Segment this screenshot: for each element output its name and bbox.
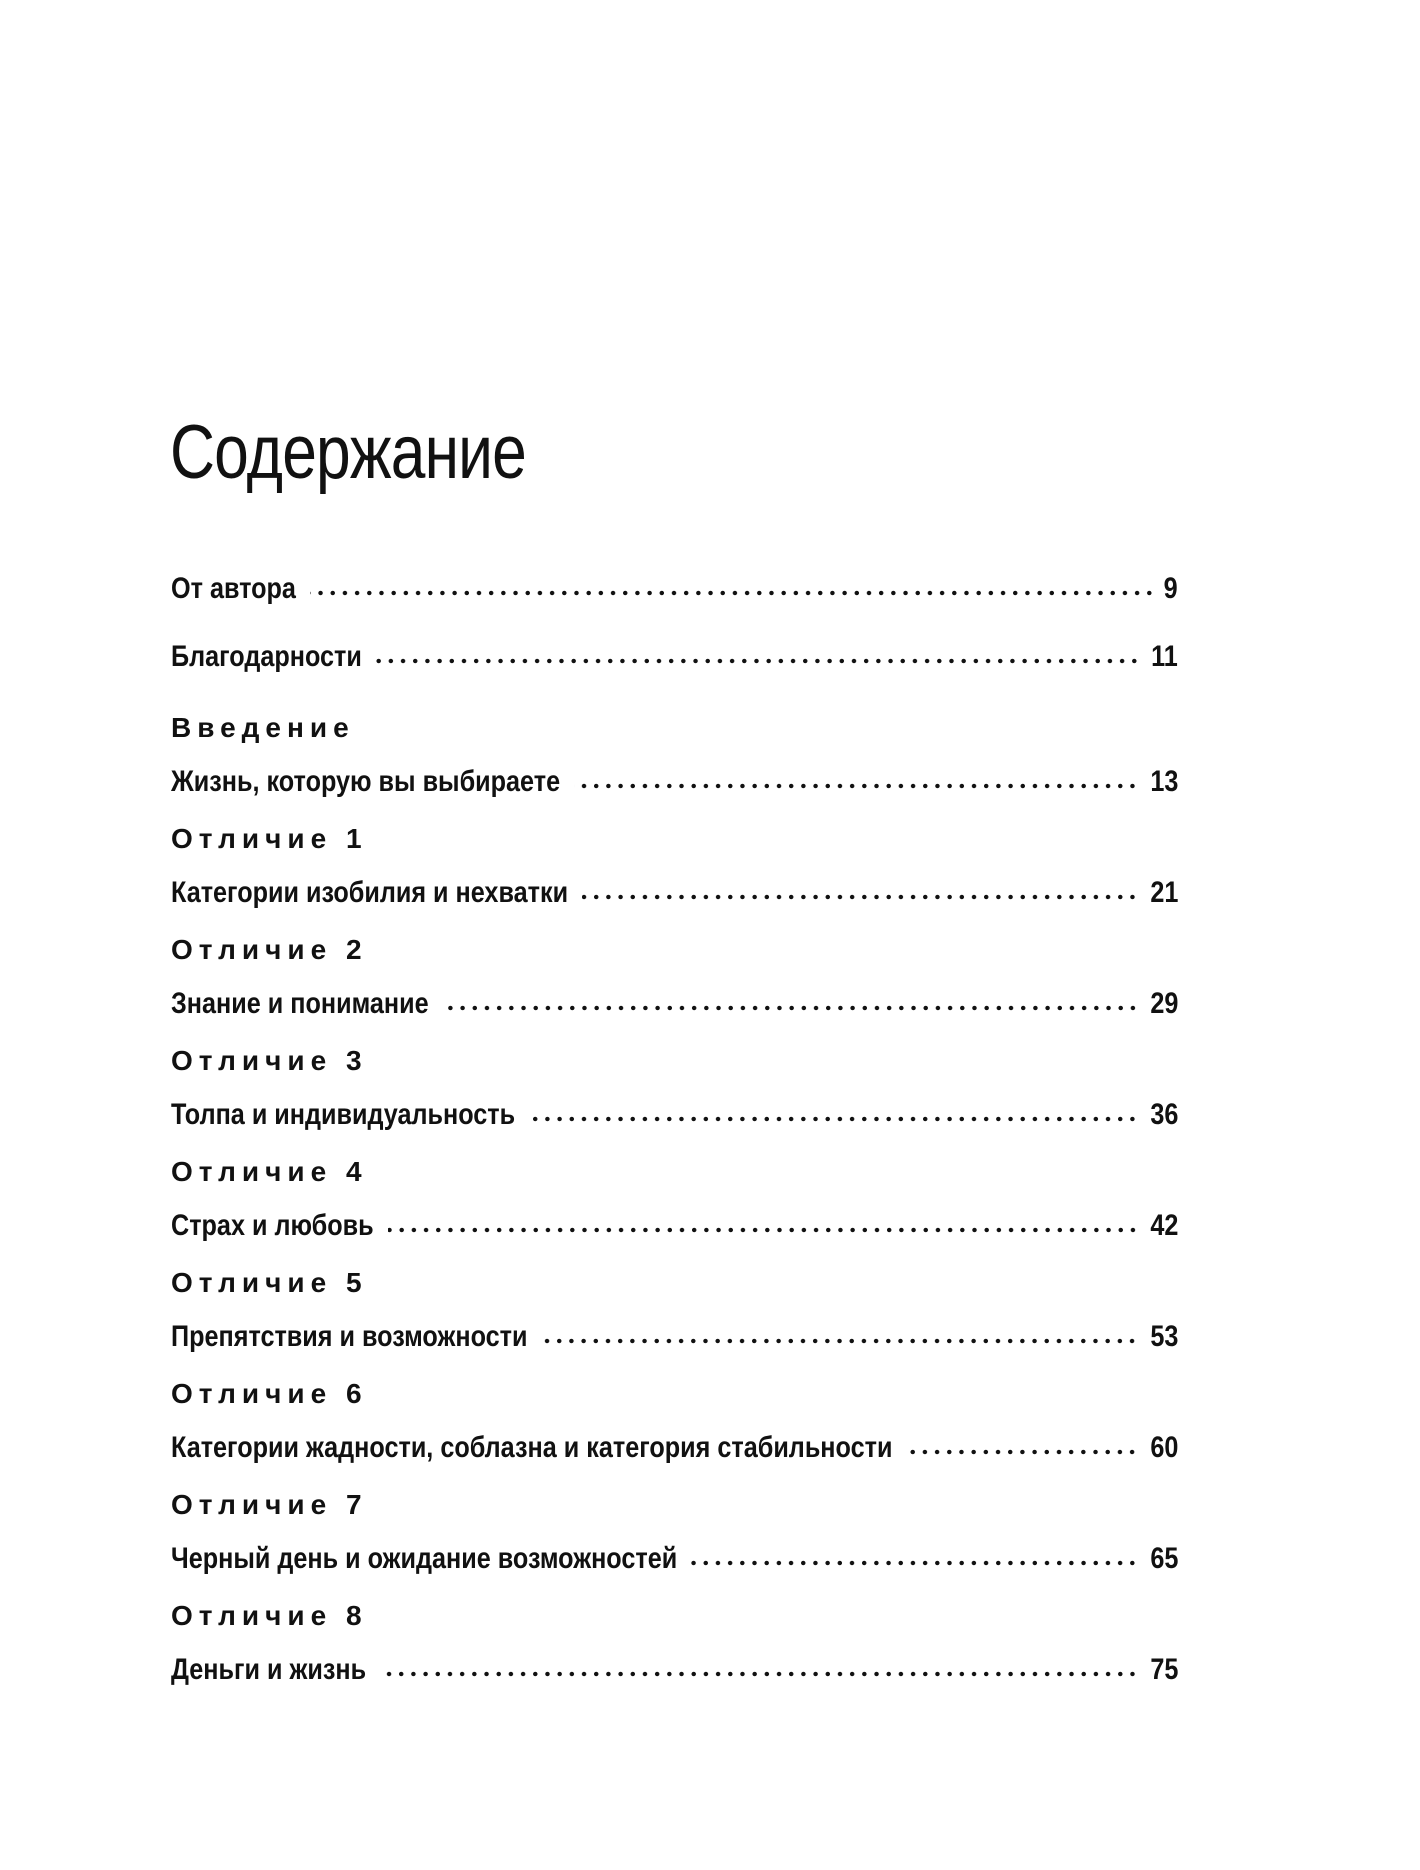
toc-entry-title: Категории изобилия и нехватки bbox=[171, 876, 569, 909]
chapter-label: Отличие 4 bbox=[171, 1156, 368, 1187]
dot-leader bbox=[691, 1530, 1138, 1568]
chapter-label: Отличие 8 bbox=[171, 1600, 368, 1631]
toc-entry-title: Знание и понимание bbox=[171, 987, 429, 1020]
toc-page-number: 42 bbox=[1149, 1209, 1178, 1242]
toc-entry-title: Благодарности bbox=[171, 640, 362, 673]
toc-entry-title: Категории жадности, соблазна и категория стабильности bbox=[171, 1431, 893, 1464]
chapter-label: Отличие 2 bbox=[171, 934, 368, 965]
toc-page-number: 65 bbox=[1149, 1542, 1178, 1575]
toc-entry-difference-6[interactable] bbox=[171, 1377, 1178, 1488]
toc-entry-title: От автора bbox=[171, 572, 296, 605]
toc-entry-title: Деньги и жизнь bbox=[171, 1653, 367, 1686]
chapter-label: Отличие 7 bbox=[171, 1489, 368, 1520]
toc-entry-line bbox=[171, 1086, 1178, 1131]
dot-leader bbox=[529, 1086, 1139, 1124]
toc-entry-line bbox=[171, 1641, 1178, 1686]
dot-leader bbox=[541, 1308, 1138, 1346]
toc-entry-line bbox=[171, 864, 1178, 909]
dot-leader bbox=[380, 1641, 1139, 1679]
chapter-label: Введение bbox=[171, 712, 355, 743]
toc-entry-introduction[interactable] bbox=[171, 711, 1178, 822]
dot-leader bbox=[582, 864, 1139, 902]
toc-entry-from-author[interactable] bbox=[171, 560, 1178, 628]
dot-leader bbox=[574, 753, 1139, 791]
table-of-contents bbox=[171, 560, 1178, 1710]
chapter-label: Отличие 1 bbox=[171, 823, 368, 854]
toc-entry-line bbox=[171, 1308, 1178, 1353]
toc-entry-difference-1[interactable] bbox=[171, 822, 1178, 933]
toc-page-number: 11 bbox=[1151, 640, 1178, 673]
toc-entry-title: Черный день и ожидание возможностей bbox=[171, 1542, 678, 1575]
toc-entry-difference-4[interactable] bbox=[171, 1155, 1178, 1266]
toc-entry-difference-5[interactable] bbox=[171, 1266, 1178, 1377]
toc-page-number: 29 bbox=[1149, 987, 1178, 1020]
toc-entry-title: Жизнь, которую вы выбираете bbox=[171, 765, 561, 798]
chapter-label: Отличие 5 bbox=[171, 1267, 368, 1298]
toc-page-number: 53 bbox=[1149, 1320, 1178, 1353]
toc-entry-title: Препятствия и возможности bbox=[171, 1320, 528, 1353]
toc-page-number: 9 bbox=[1163, 572, 1178, 605]
dot-leader bbox=[906, 1419, 1138, 1457]
page-title: Содержание bbox=[170, 410, 527, 495]
toc-page-number: 36 bbox=[1149, 1098, 1178, 1131]
toc-entry-difference-8[interactable] bbox=[171, 1599, 1178, 1710]
toc-entry-line bbox=[171, 753, 1178, 798]
toc-entry-title: Страх и любовь bbox=[171, 1209, 374, 1242]
toc-entry-line bbox=[171, 628, 1178, 673]
chapter-label: Отличие 3 bbox=[171, 1045, 368, 1076]
toc-entry-line bbox=[171, 1530, 1178, 1575]
toc-entry-acknowledgements[interactable] bbox=[171, 628, 1178, 711]
toc-entry-difference-3[interactable] bbox=[171, 1044, 1178, 1155]
toc-entry-difference-2[interactable] bbox=[171, 933, 1178, 1044]
toc-page-number: 21 bbox=[1149, 876, 1178, 909]
chapter-label: Отличие 6 bbox=[171, 1378, 368, 1409]
dot-leader bbox=[310, 560, 1155, 598]
toc-page-number: 13 bbox=[1149, 765, 1178, 798]
toc-entry-line bbox=[171, 1419, 1178, 1464]
dot-leader bbox=[443, 975, 1139, 1013]
toc-entry-line bbox=[171, 560, 1178, 605]
toc-page-number: 75 bbox=[1149, 1653, 1178, 1686]
toc-page-number: 60 bbox=[1149, 1431, 1178, 1464]
toc-entry-line bbox=[171, 1197, 1178, 1242]
toc-entry-line bbox=[171, 975, 1178, 1020]
dot-leader bbox=[376, 628, 1140, 666]
toc-entry-difference-7[interactable] bbox=[171, 1488, 1178, 1599]
dot-leader bbox=[388, 1197, 1139, 1235]
toc-entry-title: Толпа и индивидуальность bbox=[171, 1098, 516, 1131]
